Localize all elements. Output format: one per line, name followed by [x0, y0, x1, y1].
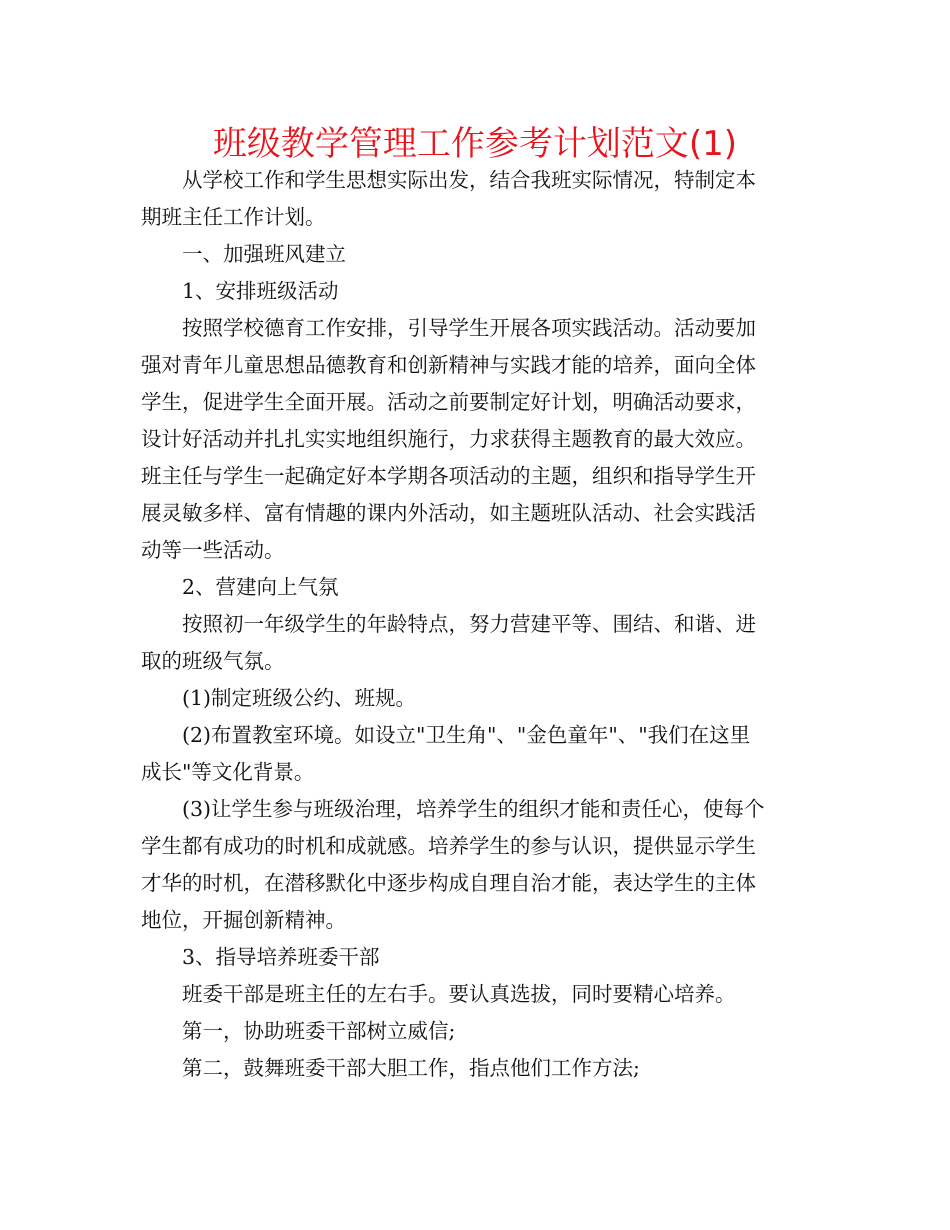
text-line: 才华的时机，在潜移默化中逐步构成自理自治才能，表达学生的主体: [141, 871, 756, 895]
document-body: [141, 162, 811, 1087]
text-line: 从学校工作和学生思想实际出发，结合我班实际情况，特制定本: [182, 168, 756, 192]
text-line: 设计好活动并扎扎实实地组织施行，力求获得主题教育的最大效应。: [141, 427, 756, 451]
text-line: 期班主任工作计划。: [141, 205, 326, 229]
text-line: 展灵敏多样、富有情趣的课内外活动，如主题班队活动、社会实践活: [141, 501, 756, 525]
text-line: 第一，协助班委干部树立威信;: [182, 1019, 456, 1043]
text-line: 学生，促进学生全面开展。活动之前要制定好计划，明确活动要求，: [141, 390, 756, 414]
text-line: 强对青年儿童思想品德教育和创新精神与实践才能的培养，面向全体: [141, 353, 756, 377]
subsection-heading: 1、安排班级活动: [182, 279, 339, 303]
text-line: 按照初一年级学生的年龄特点，努力营建平等、围结、和谐、进: [182, 612, 756, 636]
list-item: (3)让学生参与班级治理，培养学生的组织才能和责任心，使每个: [182, 797, 765, 821]
section-heading: 一、加强班风建立: [182, 242, 346, 266]
text-line: 学生都有成功的时机和成就感。培养学生的参与认识，提供显示学生: [141, 834, 756, 858]
text-line: 取的班级气氛。: [141, 649, 285, 673]
text-line: 地位，开掘创新精神。: [141, 908, 346, 932]
text-line: 成长"等文化背景。: [141, 760, 315, 784]
text-line: 班委干部是班主任的左右手。要认真选拔，同时要精心培养。: [182, 982, 736, 1006]
document-title: 班级教学管理工作参考计划范文(1): [212, 124, 738, 164]
text-line: 班主任与学生一起确定好本学期各项活动的主题，组织和指导学生开: [141, 464, 756, 488]
list-item: (2)布置教室环境。如设立"卫生角"、"金色童年"、"我们在这里: [182, 723, 751, 747]
text-line: 动等一些活动。: [141, 538, 285, 562]
subsection-heading: 2、营建向上气氛: [182, 575, 339, 599]
subsection-heading: 3、指导培养班委干部: [182, 945, 380, 969]
list-item: (1)制定班级公约、班规。: [182, 686, 417, 710]
text-line: 第二，鼓舞班委干部大胆工作，指点他们工作方法;: [182, 1056, 640, 1080]
text-line: 按照学校德育工作安排，引导学生开展各项实践活动。活动要加: [182, 316, 756, 340]
